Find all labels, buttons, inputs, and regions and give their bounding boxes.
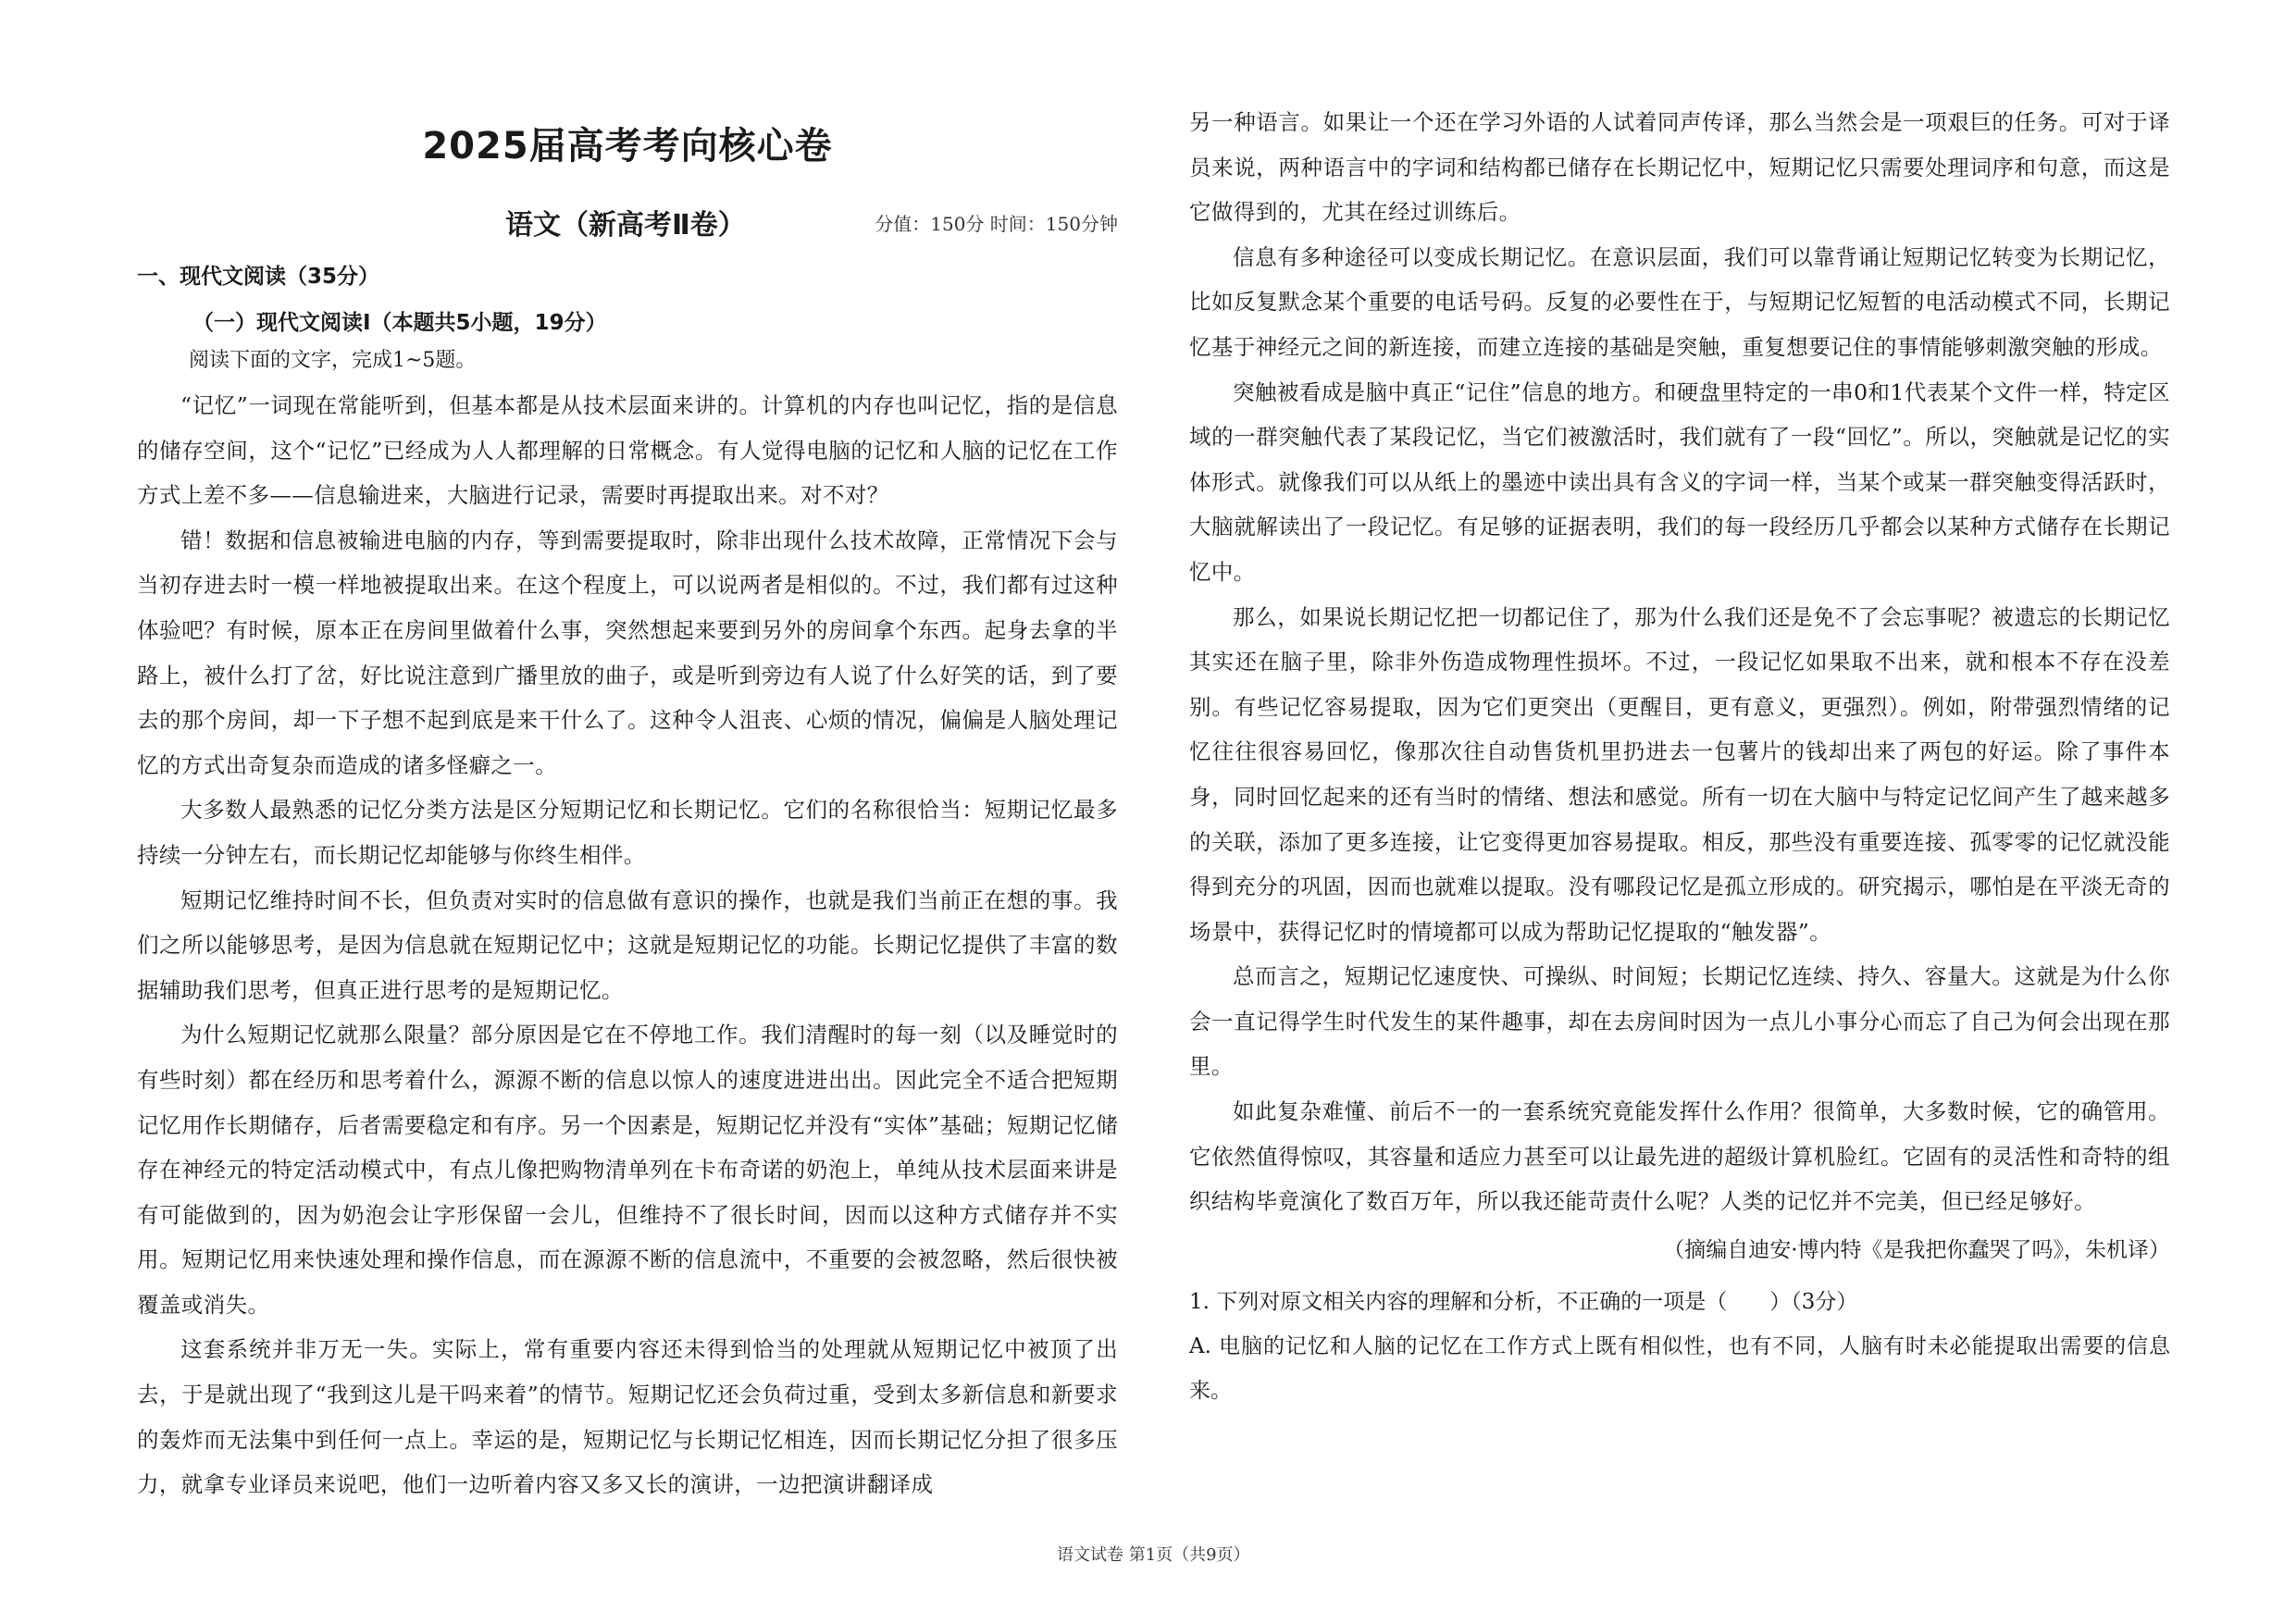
- passage-right: [1189, 100, 2170, 1413]
- paragraph: 如此复杂难懂、前后不一的一套系统究竟能发挥什么作用？很简单，大多数时候，它的确管用。它依然值得惊叹，其容量和适应力甚至可以让最先进的超级计算机脸红。它固有的灵活性和奇特的组织结构毕竟演化了数百万年，所以我还能苛责什么呢？人类的记忆并不完美，但已经足够好。: [1189, 1098, 2170, 1215]
- paragraph: 为什么短期记忆就那么限量？部分原因是它在不停地工作。我们清醒时的每一刻（以及睡觉时的有些时刻）都在经历和思考着什么，源源不断的信息以惊人的速度进进出出。因此完全不适合把短期记忆用作长期储存，后者需要稳定和有序。另一个因素是，短期记忆并没有“实体”基础；短期记忆储存在神经元的特定活动模式中，有点儿像把购物清单列在卡布奇诺的奶泡上，单纯从技术层面来讲是有可能做到的，因为奶泡会让字形保留一会儿，但维持不了很长时间，因而以这种方式储存并不实用。短期记忆用来快速处理和操作信息，而在源源不断的信息流中，不重要的会被忽略，然后很快被覆盖或消失。: [137, 1022, 1118, 1318]
- question-1-option-a: A. 电脑的记忆和人脑的记忆在工作方式上既有相似性，也有不同，人脑有时未必能提取出需要的信息来。: [1189, 1333, 2170, 1403]
- score-time-info: 分值：150分 时间：150分钟: [875, 213, 1118, 235]
- paragraph: 信息有多种途径可以变成长期记忆。在意识层面，我们可以靠背诵让短期记忆转变为长期记忆，比如反复默念某个重要的电话号码。反复的必要性在于，与短期记忆短暂的电活动模式不同，长期记忆基于神经元之间的新连接，而建立连接的基础是突触，重复想要记住的事情能够刺激突触的形成。: [1189, 243, 2170, 360]
- passage-source: （摘编自迪安·博内特《是我把你蠢哭了吗》，朱机译）: [1663, 1237, 2170, 1262]
- exam-subtitle: 语文（新高考Ⅱ卷）: [505, 209, 746, 242]
- section-heading: 一、现代文阅读（35分）: [137, 265, 380, 289]
- paragraph: 这套系统并非万无一失。实际上，常有重要内容还未得到恰当的处理就从短期记忆中被顶了出去，于是就出现了“我到这儿是干吗来着”的情节。短期记忆还会负荷过重，受到太多新信息和新要求的轰炸而无法集中到任何一点上。幸运的是，短期记忆与长期记忆相连，因而长期记忆分担了很多压力，就拿专业译员来说吧，他们一边听着内容又多又长的演讲，一边把演讲翻译成: [137, 1336, 1118, 1498]
- paragraph: 总而言之，短期记忆速度快、可操纵、时间短；长期记忆连续、持久、容量大。这就是为什么你会一直记得学生时代发生的某件趣事，却在去房间时因为一点儿小事分心而忘了自己为何会出现在那里。: [1189, 963, 2170, 1080]
- paragraph: 突触被看成是脑中真正“记住”信息的地方。和硬盘里特定的一串0和1代表某个文件一样，特定区域的一群突触代表了某段记忆，当它们被激活时，我们就有了一段“回忆”。所以，突触就是记忆的实体形式。就像我们可以从纸上的墨迹中读出具有含义的字词一样，当某个或某一群突触变得活跃时，大脑就解读出了一段记忆。有足够的证据表明，我们的每一段经历几乎都会以某种方式储存在长期记忆中。: [1189, 378, 2170, 585]
- exam-title: 2025届高考考向核心卷: [422, 125, 833, 167]
- paragraph: 大多数人最熟悉的记忆分类方法是区分短期记忆和长期记忆。它们的名称很恰当：短期记忆最多持续一分钟左右，而长期记忆却能够与你终生相伴。: [137, 797, 1118, 868]
- reading-instruction: 阅读下面的文字，完成1~5题。: [189, 349, 477, 372]
- paragraph: “记忆”一词现在常能听到，但基本都是从技术层面来讲的。计算机的内存也叫记忆，指的是信息的储存空间，这个“记忆”已经成为人人都理解的日常概念。有人觉得电脑的记忆和人脑的记忆在工作方式上差不多——信息输进来，大脑进行记录，需要时再提取出来。对不对？: [137, 392, 1118, 509]
- subsection-heading: （一）现代文阅读Ⅰ（本题共5小题，19分）: [192, 311, 607, 335]
- paragraph: 那么，如果说长期记忆把一切都记住了，那为什么我们还是免不了会忘事呢？被遗忘的长期记忆其实还在脑子里，除非外伤造成物理性损坏。不过，一段记忆如果取不出来，就和根本不存在没差别。有些记忆容易提取，因为它们更突出（更醒目，更有意义，更强烈）。例如，附带强烈情绪的记忆往往很容易回忆，像那次往自动售货机里扔进去一包薯片的钱却出来了两包的好运。除了事件本身，同时回忆起来的还有当时的情绪、想法和感觉。所有一切在大脑中与特定记忆间产生了越来越多的关联，添加了更多连接，让它变得更加容易提取。相反，那些没有重要连接、孤零零的记忆就没能得到充分的巩固，因而也就难以提取。没有哪段记忆是孤立形成的。研究揭示，哪怕是在平淡无奇的场景中，获得记忆时的情境都可以成为帮助记忆提取的“触发器”。: [1189, 603, 2170, 945]
- paragraph-continued: 另一种语言。如果让一个还在学习外语的人试着同声传译，那么当然会是一项艰巨的任务。可对于译员来说，两种语言中的字词和结构都已储存在长期记忆中，短期记忆只需要处理词序和句意，而这是它做得到的，尤其在经过训练后。: [1189, 109, 2170, 226]
- page-footer: 语文试卷 第1页（共9页）: [1057, 1545, 1250, 1565]
- passage-left: [137, 383, 1118, 1507]
- paragraph: 短期记忆维持时间不长，但负责对实时的信息做有意识的操作，也就是我们当前正在想的事。我们之所以能够思考，是因为信息就在短期记忆中；这就是短期记忆的功能。长期记忆提供了丰富的数据辅助我们思考，但真正进行思考的是短期记忆。: [137, 886, 1118, 1003]
- paragraph: 错！数据和信息被输进电脑的内存，等到需要提取时，除非出现什么技术故障，正常情况下会与当初存进去时一模一样地被提取出来。在这个程度上，可以说两者是相似的。不过，我们都有过这种体验吧？有时候，原本正在房间里做着什么事，突然想起来要到另外的房间拿个东西。起身去拿的半路上，被什么打了岔，好比说注意到广播里放的曲子，或是听到旁边有人说了什么好笑的话，到了要去的那个房间，却一下子想不起到底是来干什么了。这种令人沮丧、心烦的情况，偏偏是人脑处理记忆的方式出奇复杂而造成的诸多怪癖之一。: [137, 527, 1118, 778]
- subtitle-row: [137, 202, 1118, 242]
- question-1-stem: 1. 下列对原文相关内容的理解和分析，不正确的一项是（ ）（3分）: [1189, 1289, 1858, 1314]
